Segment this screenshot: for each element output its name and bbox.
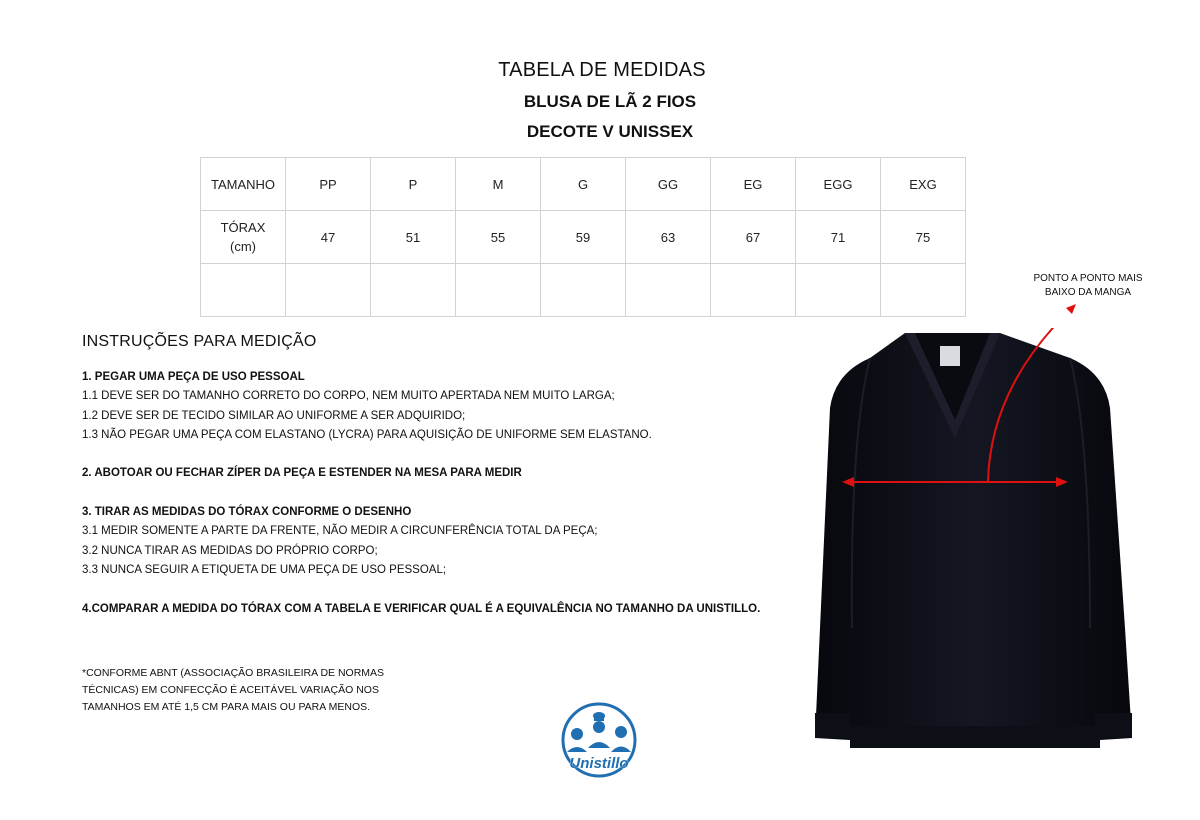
size-cell: GG [626, 158, 711, 211]
step-4-title: 4.COMPARAR A MEDIDA DO TÓRAX COM A TABELA E VERIFICAR QUAL É A EQUIVALÊNCIA NO TAMANHO DA UNISTILLO. [82, 602, 761, 615]
sleeve-annotation [1018, 272, 1158, 300]
abnt-footnote [82, 665, 402, 716]
instructions-title: INSTRUÇÕES PARA MEDIÇÃO [82, 333, 317, 350]
empty-cell [371, 264, 456, 317]
empty-cell [201, 264, 286, 317]
sweater-waistband [850, 726, 1100, 748]
step-2-title: 2. ABOTOAR OU FECHAR ZÍPER DA PEÇA E ESTENDER NA MESA PARA MEDIR [82, 467, 522, 480]
empty-cell [541, 264, 626, 317]
size-cell: EG [711, 158, 796, 211]
size-cell: PP [286, 158, 371, 211]
step-3-title: 3. TIRAR AS MEDIDAS DO TÓRAX CONFORME O DESENHO [82, 506, 412, 519]
size-header-label: TAMANHO [201, 158, 286, 211]
empty-cell [286, 264, 371, 317]
chest-header-label: TÓRAX (cm) [201, 211, 286, 264]
chest-cell: 71 [796, 211, 881, 264]
step-1-1: 1.1 DEVE SER DO TAMANHO CORRETO DO CORPO, NEM MUITO APERTADA NEM MUITO LARGA; [82, 390, 615, 403]
chest-cell: 75 [881, 211, 966, 264]
empty-cell [711, 264, 796, 317]
size-table [200, 157, 966, 317]
empty-cell [796, 264, 881, 317]
unistillo-logo [555, 698, 643, 778]
instructions-list [82, 368, 802, 619]
footnote-line: TAMANHOS EM ATÉ 1,5 CM PARA MAIS OU PARA MENOS. [82, 701, 371, 713]
chest-cell: 47 [286, 211, 371, 264]
size-cell: G [541, 158, 626, 211]
step-1-title: 1. PEGAR UMA PEÇA DE USO PESSOAL [82, 371, 305, 383]
size-cell: EXG [881, 158, 966, 211]
annotation-pointer-head [1060, 300, 1080, 320]
annotation-line: BAIXO DA MANGA [1044, 287, 1132, 298]
size-row [201, 158, 966, 211]
step-3-3: 3.3 NUNCA SEGUIR A ETIQUETA DE UMA PEÇA DE USO PESSOAL; [82, 563, 447, 576]
chest-cell: 63 [626, 211, 711, 264]
sweater-cuff-right [1095, 713, 1132, 738]
footnote-line: TÉCNICAS) EM CONFECÇÃO É ACEITÁVEL VARIAÇÃO NOS [82, 684, 379, 696]
size-cell: M [456, 158, 541, 211]
size-cell: EGG [796, 158, 881, 211]
step-3-1: 3.1 MEDIR SOMENTE A PARTE DA FRENTE, NÃO MEDIR A CIRCUNFERÊNCIA TOTAL DA PEÇA; [82, 525, 598, 538]
sweater-tag [940, 346, 960, 366]
empty-cell [456, 264, 541, 317]
chest-cell: 55 [456, 211, 541, 264]
annotation-line: PONTO A PONTO MAIS [1033, 273, 1143, 284]
empty-cell [626, 264, 711, 317]
chest-cell: 67 [711, 211, 796, 264]
product-variant: DECOTE V UNISSEX [526, 122, 694, 141]
empty-row [201, 264, 966, 317]
footnote-line: *CONFORME ABNT (ASSOCIAÇÃO BRASILEIRA DE NORMAS [82, 667, 385, 679]
step-1-2: 1.2 DEVE SER DE TECIDO SIMILAR AO UNIFORME A SER ADQUIRIDO; [82, 409, 466, 422]
product-name: BLUSA DE LÃ 2 FIOS [523, 92, 697, 111]
logo-wordmark: Unistillo [569, 755, 629, 772]
sweater-cuff-left [815, 713, 851, 738]
size-cell: P [371, 158, 456, 211]
chest-cell: 59 [541, 211, 626, 264]
chest-row [201, 211, 966, 264]
step-1-3: 1.3 NÃO PEGAR UMA PEÇA COM ELASTANO (LYCRA) PARA AQUISIÇÃO DE UNIFORME SEM ELASTANO. [82, 428, 652, 441]
sweater-illustration [770, 328, 1150, 768]
empty-cell [881, 264, 966, 317]
logo-graphic [555, 698, 643, 778]
page-title: TABELA DE MEDIDAS [498, 59, 706, 81]
step-3-2: 3.2 NUNCA TIRAR AS MEDIDAS DO PRÓPRIO CORPO; [82, 544, 378, 557]
chest-cell: 51 [371, 211, 456, 264]
